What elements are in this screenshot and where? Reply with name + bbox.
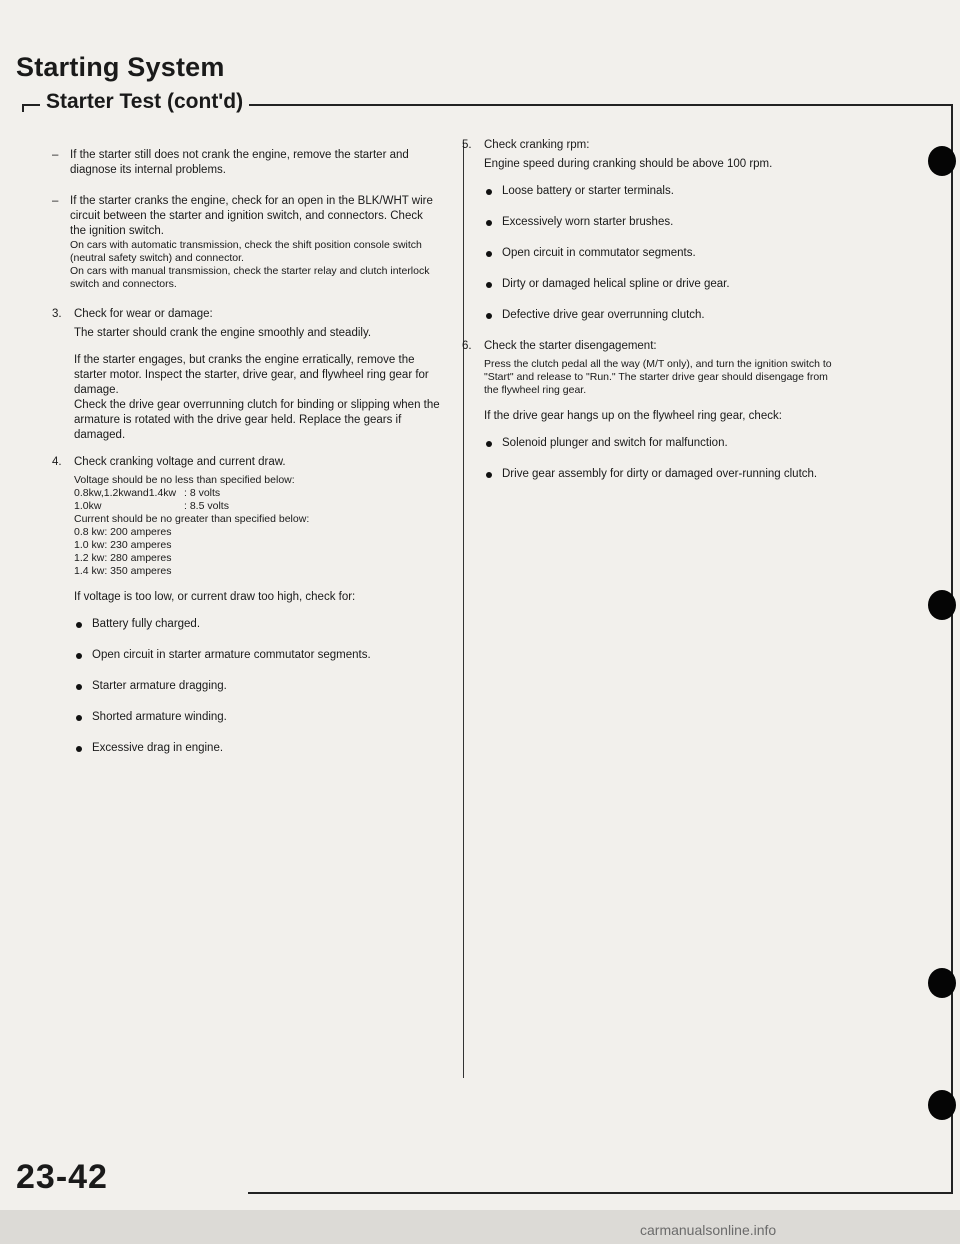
- step-6-heading-row: [462, 339, 842, 354]
- check-for-intro: If voltage is too low, or current draw too high, check for:: [74, 591, 356, 603]
- step-4: [52, 455, 442, 756]
- list-item: [74, 617, 442, 632]
- binder-tab-marker: [928, 968, 956, 998]
- bullet-dot: [486, 251, 492, 257]
- step-heading: Check cranking voltage and current draw.: [74, 456, 286, 468]
- voltage-spec-row: [74, 487, 442, 500]
- bullet-dot: [486, 220, 492, 226]
- step-4-heading-row: [52, 455, 442, 470]
- binder-tab-marker: [928, 146, 956, 176]
- dash-marker: –: [52, 149, 59, 161]
- bullet-dot: [486, 313, 492, 319]
- bullet-text: Defective drive gear overrunning clutch.: [502, 309, 705, 321]
- step-5-line1: Engine speed during cranking should be above 100 rpm.: [484, 158, 773, 170]
- step-number: 5.: [462, 139, 472, 151]
- step-3-heading-row: [52, 307, 442, 322]
- page-number: 23-42: [16, 1158, 108, 1196]
- step-number: 6.: [462, 340, 472, 352]
- bullet-text: Dirty or damaged helical spline or drive gear.: [502, 278, 730, 290]
- bullet-text: Open circuit in starter armature commutator segments.: [92, 649, 371, 661]
- step-5: [462, 138, 842, 323]
- watermark-text: carmanualsonline.info: [640, 1222, 777, 1238]
- section-title: Starter Test (cont'd): [40, 90, 249, 114]
- list-item: [484, 184, 842, 199]
- step-3-line1: The starter should crank the engine smoothly and steadily.: [74, 327, 372, 339]
- dash-note-at: On cars with automatic transmission, check the shift position console switch (neutral safety switch) and connector.: [70, 239, 422, 264]
- bullet-text: Open circuit in commutator segments.: [502, 247, 696, 259]
- dash-item-body: [70, 194, 442, 291]
- step-6: [462, 339, 842, 482]
- frame-bottom-edge: [248, 1192, 953, 1194]
- step-3-para2: If the starter engages, but cranks the engine erratically, remove the starter motor. Inspect the starter, drive gear, and flywheel ring gear for damage.: [74, 354, 429, 396]
- step-number: 3.: [52, 308, 62, 320]
- dash-marker: –: [52, 195, 59, 207]
- bullet-text: Excessive drag in engine.: [92, 742, 224, 754]
- dash-item-text: If the starter still does not crank the engine, remove the starter and diagnose its internal problems.: [70, 149, 409, 176]
- current-spec: 1.2 kw: 280 amperes: [74, 552, 172, 564]
- bullet-dot: [76, 653, 82, 659]
- list-item: [484, 246, 842, 261]
- step-number: 4.: [52, 456, 62, 468]
- step-3-para3: Check the drive gear overrunning clutch for binding or slipping when the armature is rotated with the drive gear held. Replace the gears if damaged.: [74, 399, 440, 441]
- bullet-dot: [486, 472, 492, 478]
- list-item: [484, 308, 842, 323]
- list-item: [74, 679, 442, 694]
- spec-label: 1.0kw: [74, 500, 102, 512]
- watermark-band: [0, 1210, 960, 1244]
- bullet-dot: [486, 189, 492, 195]
- bullet-dot: [76, 684, 82, 690]
- step-6-line1: Press the clutch pedal all the way (M/T only), and turn the ignition switch to "Start" and release to "Run." The starter drive gear should disengage from the flywheel ring gear.: [484, 358, 832, 396]
- bullet-dot: [76, 622, 82, 628]
- list-item: [74, 741, 442, 756]
- bullet-text: Loose battery or starter terminals.: [502, 185, 674, 197]
- voltage-spec-row: [74, 500, 442, 513]
- section-rule-tick: [22, 104, 24, 112]
- spec-label: 0.8kw,1.2kwand1.4kw: [74, 487, 177, 499]
- bullet-text: Excessively worn starter brushes.: [502, 216, 674, 228]
- step-heading: Check cranking rpm:: [484, 139, 590, 151]
- dash-note-mt: On cars with manual transmission, check the starter relay and clutch interlock switch and connectors.: [70, 265, 430, 290]
- list-item: [484, 467, 842, 482]
- step-6-check-for: If the drive gear hangs up on the flywheel ring gear, check:: [484, 410, 782, 422]
- current-spec: 1.0 kw: 230 amperes: [74, 539, 172, 551]
- voltage-intro: Voltage should be no less than specified below:: [74, 474, 295, 486]
- bullet-text: Drive gear assembly for dirty or damaged over-running clutch.: [502, 468, 818, 480]
- current-spec: 0.8 kw: 200 amperes: [74, 526, 172, 538]
- right-column: [462, 138, 842, 498]
- step-5-heading-row: [462, 138, 842, 153]
- list-item: [484, 436, 842, 451]
- current-intro: Current should be no greater than specified below:: [74, 513, 310, 525]
- spec-value: : 8 volts: [184, 487, 221, 499]
- list-item: [484, 277, 842, 292]
- list-item: [74, 710, 442, 725]
- bullet-text: Shorted armature winding.: [92, 711, 227, 723]
- binder-tab-marker: [928, 1090, 956, 1120]
- bullet-text: Battery fully charged.: [92, 618, 201, 630]
- bullet-dot: [76, 715, 82, 721]
- left-column: [52, 148, 442, 772]
- spec-value: : 8.5 volts: [184, 500, 229, 512]
- current-spec: 1.4 kw: 350 amperes: [74, 565, 172, 577]
- binder-tab-marker: [928, 590, 956, 620]
- bullet-dot: [76, 746, 82, 752]
- bullet-dot: [486, 282, 492, 288]
- step-3: [52, 307, 442, 455]
- dash-item: [52, 148, 442, 178]
- step-heading: Check the starter disengagement:: [484, 340, 657, 352]
- list-item: [484, 215, 842, 230]
- frame-right-edge: [951, 104, 953, 1194]
- list-item: [74, 648, 442, 663]
- bullet-text: Solenoid plunger and switch for malfunction.: [502, 437, 728, 449]
- step-heading: Check for wear or damage:: [74, 308, 213, 320]
- page-title: Starting System: [16, 52, 225, 82]
- dash-item: [52, 194, 442, 291]
- bullet-text: Starter armature dragging.: [92, 680, 227, 692]
- bullet-dot: [486, 441, 492, 447]
- dash-item-text: If the starter cranks the engine, check for an open in the BLK/WHT wire circuit between the starter and ignition switch, and connectors. Check the ignition switch.: [70, 195, 433, 237]
